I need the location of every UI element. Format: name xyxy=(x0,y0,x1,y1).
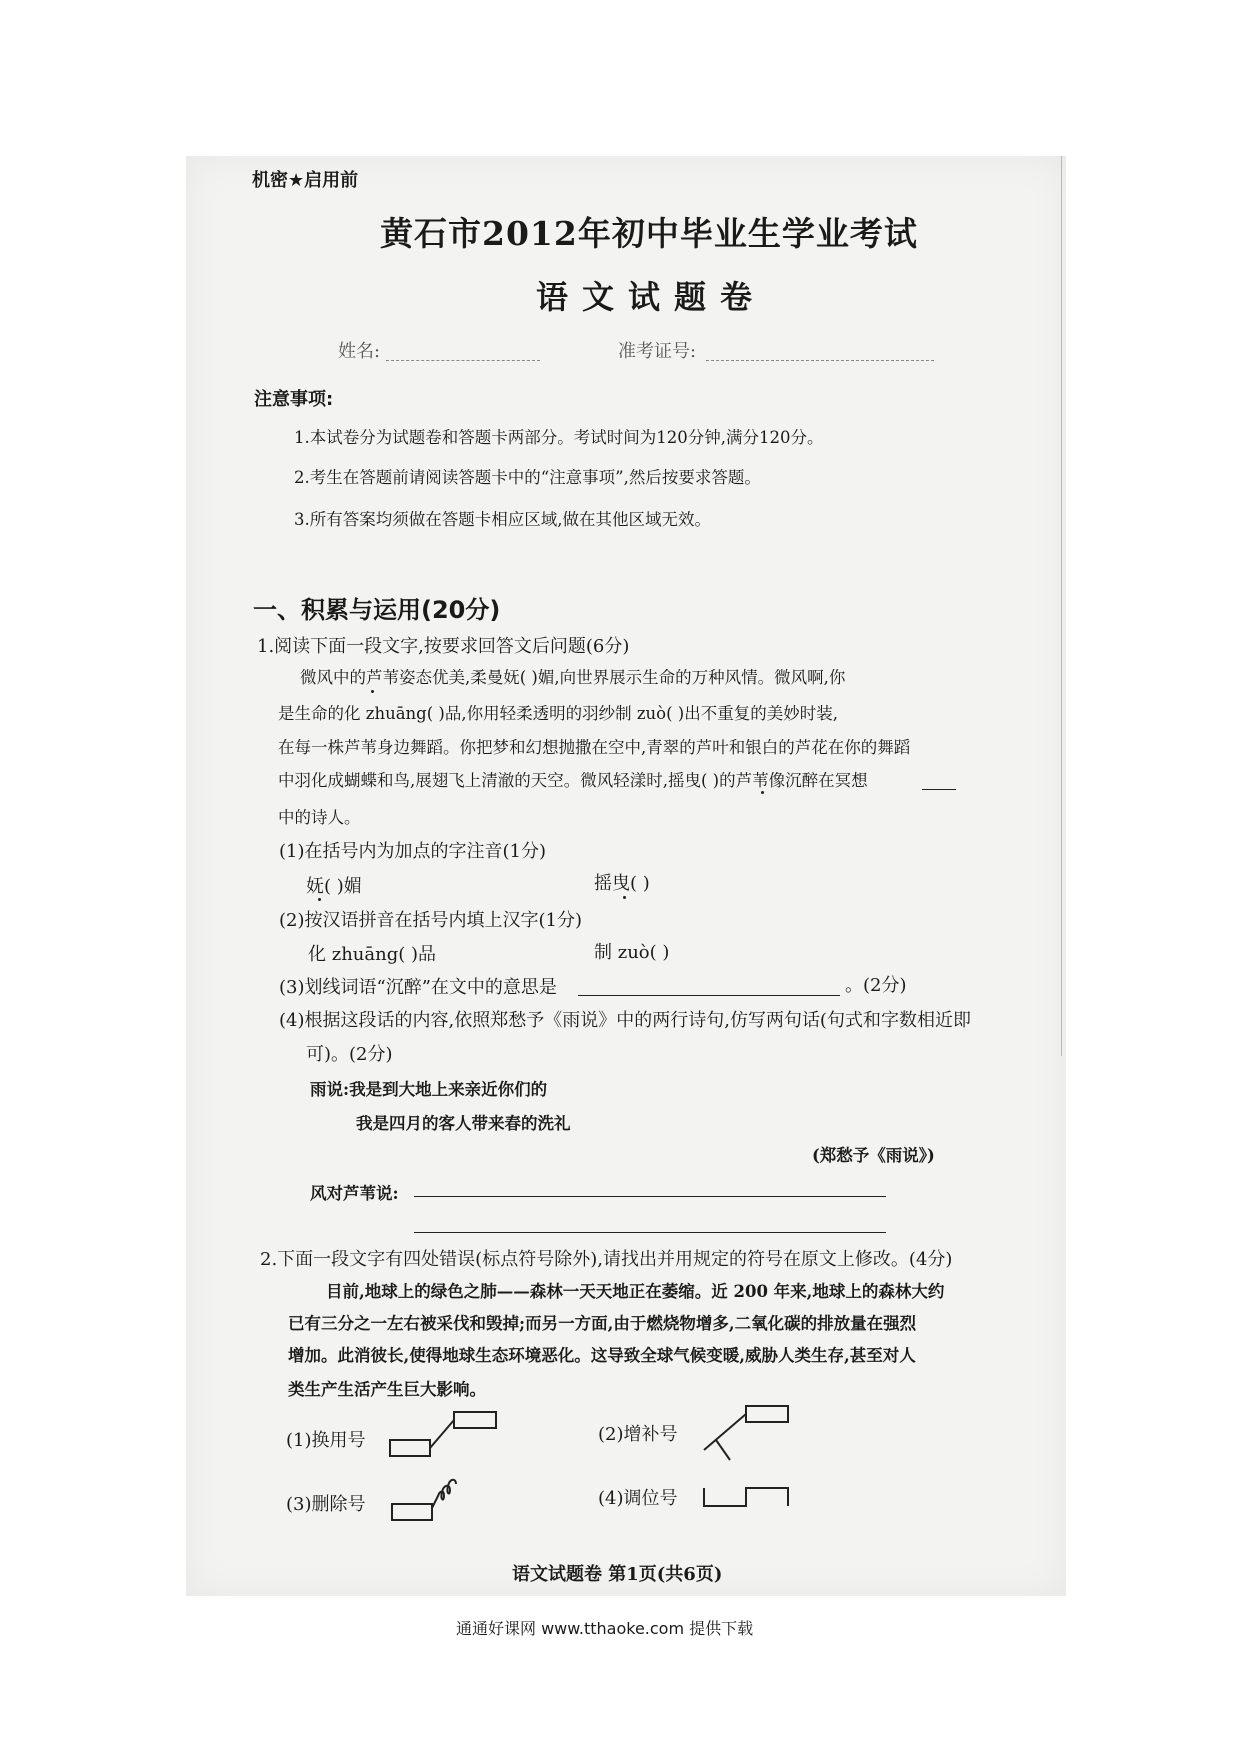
poem-source: (郑愁予《雨说》) xyxy=(812,1146,935,1165)
passage-line: 目前,地球上的绿色之肺——森林一天天地正在萎缩。近 200 年来,地球上的森林大约 xyxy=(326,1282,945,1301)
page-footer: 语文试题卷 第1页(共6页) xyxy=(512,1564,723,1585)
sub1-answer-a[interactable]: 妩( )媚 xyxy=(306,876,362,897)
site-credit: 通通好课网 www.tthaoke.com 提供下载 xyxy=(456,1619,754,1638)
emphasis-dot xyxy=(761,791,764,794)
sub-question-4: (4)根据这段话的内容,依照郑愁予《雨说》中的两行诗句,仿写两句话(句式和字数相近即 xyxy=(279,1010,971,1031)
sub-question-1: (1)在括号内为加点的字注音(1分) xyxy=(279,841,546,862)
sub2-answer-a[interactable]: 化 zhuāng( )品 xyxy=(308,944,437,965)
notice-item: 2.考生在答题前请阅读答题卡中的“注意事项”,然后按要求答题。 xyxy=(294,468,761,487)
emphasis-dot xyxy=(318,898,321,901)
wind-label: 风对芦苇说: xyxy=(310,1184,399,1203)
id-field[interactable] xyxy=(706,360,934,361)
name-label: 姓名: xyxy=(338,341,381,362)
transpose-symbol-icon xyxy=(702,1484,798,1518)
sub-question-4-cont: 可)。(2分) xyxy=(306,1044,393,1065)
passage-line: 中羽化成蝴蝶和鸟,展翅飞上清澈的天空。微风轻漾时,摇曳( )的芦苇像沉醉在冥想 xyxy=(278,771,868,790)
symbol-label-insert: (2)增补号 xyxy=(598,1424,678,1445)
exam-subtitle: 语文试题卷 xyxy=(536,278,767,316)
notice-item: 3.所有答案均须做在答题卡相应区域,做在其他区域无效。 xyxy=(294,510,711,529)
symbol-label-delete: (3)删除号 xyxy=(286,1494,366,1515)
sheet-edge xyxy=(1061,156,1062,1056)
sub3-score: 。(2分) xyxy=(845,975,907,996)
symbol-label-transpose: (4)调位号 xyxy=(598,1488,678,1509)
id-label: 准考证号: xyxy=(618,341,697,362)
replace-symbol-icon xyxy=(386,1408,500,1462)
notice-heading: 注意事项: xyxy=(254,389,334,410)
section-heading: 一、积累与运用(20分) xyxy=(253,596,501,624)
passage-line: 在每一株芦苇身边舞蹈。你把梦和幻想抛撒在空中,青翠的芦叶和银白的芦花在你的舞蹈 xyxy=(278,738,911,757)
passage-line: 类生产生活产生巨大影响。 xyxy=(288,1380,486,1399)
delete-symbol-icon xyxy=(386,1468,466,1528)
passage-line: 是生命的化 zhuāng( )品,你用轻柔透明的羽纱制 zuò( )出不重复的美妙时装, xyxy=(278,704,838,723)
underline-chenzui xyxy=(922,789,956,790)
passage-line: 中的诗人。 xyxy=(278,808,361,827)
exam-title: 黄石市2012年初中毕业生学业考试 xyxy=(380,214,918,253)
sub1-answer-b[interactable]: 摇曳( ) xyxy=(594,873,650,894)
question-1-prompt: 1.阅读下面一段文字,按要求回答文后问题(6分) xyxy=(257,636,630,657)
question-2-prompt: 2.下面一段文字有四处错误(标点符号除外),请找出并用规定的符号在原文上修改。(4分) xyxy=(260,1249,953,1270)
emphasis-dot xyxy=(371,690,374,693)
sub2-answer-b[interactable]: 制 zuò( ) xyxy=(594,942,670,963)
notice-item: 1.本试卷分为试题卷和答题卡两部分。考试时间为120分钟,满分120分。 xyxy=(294,428,824,447)
poem-line: 雨说:我是到大地上来亲近你们的 xyxy=(310,1080,548,1099)
passage-line: 已有三分之一左右被采伐和毁掉;而另一方面,由于燃烧物增多,二氧化碳的排放量在强烈 xyxy=(288,1314,917,1333)
wind-answer-line[interactable] xyxy=(414,1196,886,1197)
name-field[interactable] xyxy=(386,360,540,361)
sub3-answer-line[interactable] xyxy=(578,995,840,996)
wind-answer-line[interactable] xyxy=(414,1232,886,1233)
poem-line: 我是四月的客人带来春的洗礼 xyxy=(356,1114,571,1133)
confidential-label: 机密★启用前 xyxy=(252,170,359,191)
sub-question-3: (3)划线词语“沉醉”在文中的意思是 xyxy=(279,977,557,998)
passage-line: 增加。此消彼长,使得地球生态环境恶化。这导致全球气候变暖,威胁人类生存,甚至对人 xyxy=(288,1346,916,1365)
sub-question-2: (2)按汉语拼音在括号内填上汉字(1分) xyxy=(279,910,582,931)
insert-symbol-icon xyxy=(696,1402,792,1464)
passage-line: 微风中的芦苇姿态优美,柔曼妩( )媚,向世界展示生命的万种风情。微风啊,你 xyxy=(300,668,846,687)
emphasis-dot xyxy=(623,896,626,899)
symbol-label-replace: (1)换用号 xyxy=(286,1430,366,1451)
